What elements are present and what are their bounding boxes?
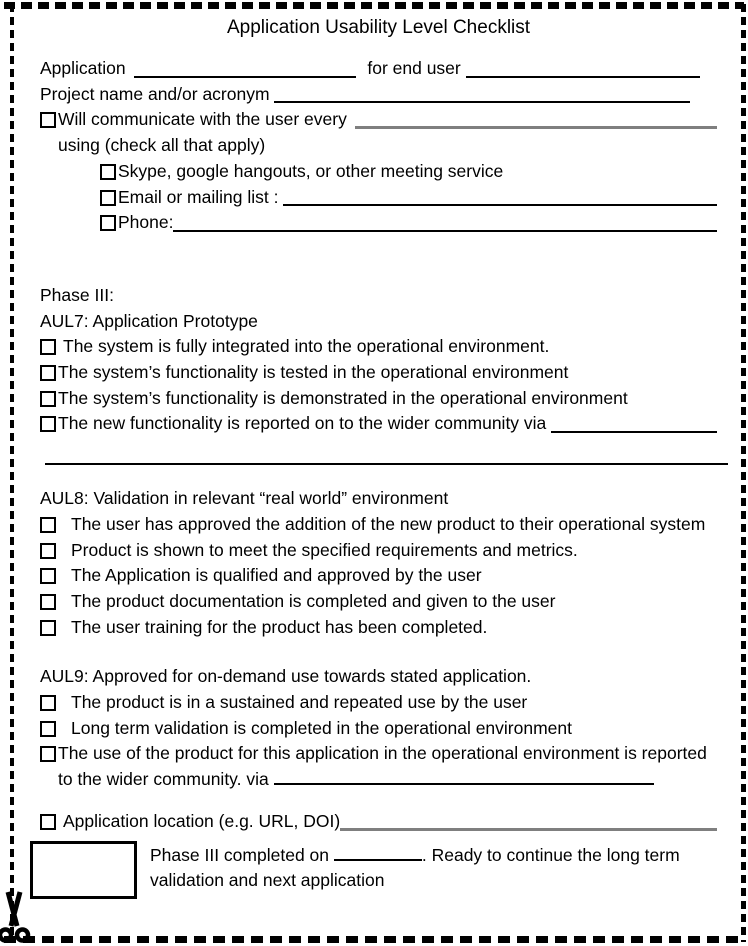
item-text: The system’s functionality is demonstrated in the operational environment bbox=[58, 387, 628, 408]
item-text: The user training for the product has been completed. bbox=[71, 616, 488, 637]
application-label: Application bbox=[40, 58, 131, 78]
checkbox[interactable] bbox=[40, 543, 56, 559]
using-row bbox=[58, 133, 717, 159]
aul9-item-1 bbox=[40, 690, 717, 716]
aul9-item-3 bbox=[40, 741, 717, 792]
checkbox[interactable] bbox=[40, 339, 56, 355]
skype-checkbox[interactable] bbox=[100, 164, 116, 180]
completion-footer bbox=[40, 841, 717, 899]
location-row bbox=[40, 809, 717, 835]
checkbox[interactable] bbox=[40, 365, 56, 381]
checkbox[interactable] bbox=[40, 416, 56, 432]
checkbox[interactable] bbox=[40, 391, 56, 407]
checkbox[interactable] bbox=[40, 517, 56, 533]
communicate-label: Will communicate with the user every bbox=[58, 109, 347, 130]
checkbox[interactable] bbox=[40, 568, 56, 584]
spacer bbox=[40, 236, 717, 283]
skype-label: Skype, google hangouts, or other meeting service bbox=[118, 160, 504, 181]
aul8-heading: AUL8: Validation in relevant “real world” environment bbox=[40, 488, 449, 509]
communicate-row bbox=[40, 107, 717, 133]
checkbox[interactable] bbox=[40, 746, 56, 762]
item-text: Product is shown to meet the specified requirements and metrics. bbox=[71, 539, 578, 560]
item-text: The new functionality is reported on to the wider community via bbox=[58, 413, 552, 434]
using-label: using (check all that apply) bbox=[58, 135, 266, 156]
phone-label: Phone: bbox=[118, 212, 174, 233]
item-text: The Application is qualified and approved by the user bbox=[71, 565, 482, 586]
sign-off-box[interactable] bbox=[30, 841, 137, 899]
item-text: The use of the product for this application in the operational environment is reported to the wider community. via bbox=[58, 743, 707, 790]
item-text: The product documentation is completed and given to the user bbox=[71, 590, 556, 611]
channel-phone-item bbox=[100, 210, 717, 236]
location-label: Application location (e.g. URL, DOI) bbox=[63, 810, 341, 831]
item-text: Long term validation is completed in the operational environment bbox=[71, 717, 572, 738]
aul7-item-2 bbox=[40, 360, 717, 386]
aul7-item-4 bbox=[40, 411, 717, 437]
aul9-item-2 bbox=[40, 716, 717, 742]
completion-after: . Ready to continue the long term validation and next application bbox=[150, 844, 680, 891]
checkbox[interactable] bbox=[40, 695, 56, 711]
channel-email-item bbox=[100, 185, 717, 211]
aul8-item-2 bbox=[40, 538, 717, 564]
project-label: Project name and/or acronym bbox=[40, 83, 275, 104]
spacer bbox=[40, 640, 717, 664]
item-text: The system’s functionality is tested in the operational environment bbox=[58, 362, 569, 383]
email-label: Email or mailing list : bbox=[118, 186, 284, 207]
aul8-item-5 bbox=[40, 615, 717, 641]
phone-fill-in-line[interactable] bbox=[173, 230, 717, 232]
continuation-fill-in-line[interactable] bbox=[45, 437, 728, 465]
aul8-item-1 bbox=[40, 512, 717, 538]
checkbox[interactable] bbox=[40, 721, 56, 737]
aul9-heading: AUL9: Approved for on-demand use towards stated application. bbox=[40, 666, 532, 687]
checkbox[interactable] bbox=[40, 620, 56, 636]
via-fill-in-line[interactable] bbox=[551, 431, 717, 433]
phone-checkbox[interactable] bbox=[100, 215, 116, 231]
communicate-checkbox[interactable] bbox=[40, 112, 56, 128]
application-row bbox=[40, 56, 717, 82]
project-row bbox=[40, 82, 717, 108]
item-text-wrap bbox=[58, 741, 717, 792]
project-fill-in-line[interactable] bbox=[274, 101, 690, 103]
application-fill-in-line[interactable] bbox=[134, 76, 356, 78]
completion-text bbox=[150, 841, 695, 899]
communicate-fill-in-line[interactable] bbox=[355, 126, 717, 129]
channel-skype-item bbox=[100, 159, 717, 185]
end-user-fill-in-line[interactable] bbox=[466, 76, 700, 78]
completion-before: Phase III completed on bbox=[150, 844, 334, 865]
email-checkbox[interactable] bbox=[100, 190, 116, 206]
item-text: The product is in a sustained and repeated use by the user bbox=[71, 692, 528, 713]
phase-label: Phase III: bbox=[40, 284, 114, 305]
aul7-heading: AUL7: Application Prototype bbox=[40, 310, 258, 331]
item-text: The system is fully integrated into the operational environment. bbox=[63, 336, 550, 357]
end-user-label: for end user bbox=[362, 58, 466, 78]
spacer bbox=[40, 793, 717, 809]
email-fill-in-line[interactable] bbox=[283, 204, 717, 206]
aul8-item-4 bbox=[40, 589, 717, 615]
spacer bbox=[40, 465, 717, 486]
page-title: Application Usability Level Checklist bbox=[226, 17, 531, 38]
checkbox[interactable] bbox=[40, 594, 56, 610]
via-fill-in-line[interactable] bbox=[274, 770, 654, 785]
aul7-item-1 bbox=[40, 334, 717, 360]
location-checkbox[interactable] bbox=[40, 814, 56, 830]
aul8-item-3 bbox=[40, 563, 717, 589]
item-text: The user has approved the addition of the new product to their operational system bbox=[71, 513, 706, 534]
aul7-item-3 bbox=[40, 386, 717, 412]
location-fill-in-line[interactable] bbox=[340, 828, 717, 831]
date-fill-in-line[interactable] bbox=[334, 846, 422, 861]
